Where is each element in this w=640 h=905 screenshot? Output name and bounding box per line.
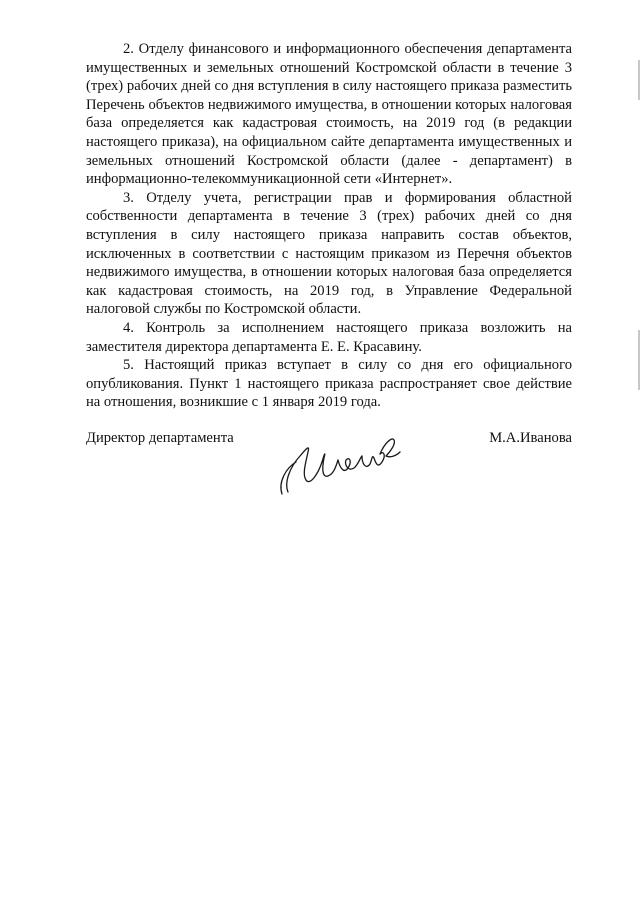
signatory-title: Директор департамента (86, 430, 234, 446)
signatory-name: М.А.Иванова (489, 430, 572, 446)
paragraph-5: 5. Настоящий приказ вступает в силу со дня его официального опубликования. Пункт 1 настоящего приказа распространяет свое действие на отношения, возникшие с 1 января 2019 года. (86, 357, 572, 411)
document-body (86, 40, 572, 412)
paragraph-2: 2. Отделу финансового и информационного обеспечения департамента имущественных и земельных отношений Костромской области в течение 3 (трех) рабочих дней со дня вступления в силу настоящего приказа разместить Перечень объектов недвижимого имущества, в отношении которых налоговая база определяется как кадастровая стоимость, на 2019 год (в редакции настоящего приказа), на официальном сайте департамента имущественных и земельных отношений Костромской области (далее - департамент) в информационно-телекоммуникационной сети «Интернет». (86, 41, 572, 188)
signature-block (86, 430, 572, 520)
paragraph-4: 4. Контроль за исполнением настоящего приказа возложить на заместителя директора департамента Е. Е. Красавину. (86, 319, 572, 355)
handwritten-signature (266, 422, 416, 500)
paragraph-3: 3. Отделу учета, регистрации прав и формирования областной собственности департамента в течение 3 (трех) рабочих дней со дня вступления в силу настоящего приказа направить состав объектов, исключенных в соответствии с настоящим приказом из Перечня объектов недвижимого имущества, в отношении которых налоговая база определяется как кадастровая стоимость, на 2019 год, в Управление Федеральной налоговой службы по Костромской области. (86, 189, 572, 318)
